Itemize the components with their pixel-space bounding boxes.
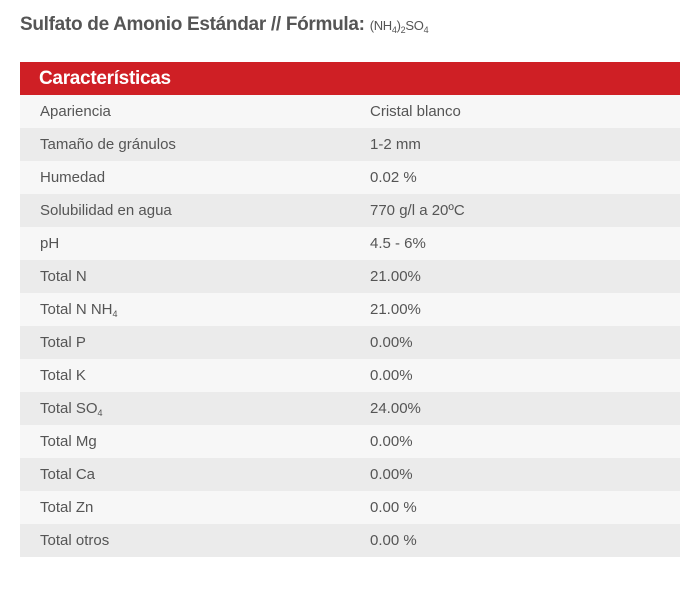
- formula-part: (NH: [369, 18, 392, 33]
- row-label-text: Humedad: [40, 169, 106, 186]
- table-heading: Características: [20, 62, 680, 95]
- row-label-text: Total otros: [40, 532, 110, 549]
- row-label-text: Total P: [40, 334, 86, 351]
- table-row: [20, 359, 680, 392]
- table-row: [20, 227, 680, 260]
- row-value: 770 g/l a 20ºC: [370, 202, 465, 219]
- row-label-text: Total Mg: [40, 433, 97, 450]
- page-title: [20, 14, 428, 36]
- row-label-sub: 4: [97, 408, 103, 418]
- row-label-text: Apariencia: [40, 103, 111, 120]
- formula: [370, 18, 429, 33]
- row-label-text: Total N: [40, 268, 87, 285]
- table-row: [20, 260, 680, 293]
- row-label: [40, 524, 109, 562]
- formula-sub: 4: [391, 25, 397, 35]
- table-row: [20, 95, 680, 128]
- table-row: [20, 293, 680, 326]
- row-value: 0.00 %: [370, 499, 417, 516]
- row-label-sub: 4: [112, 309, 118, 319]
- row-value: 21.00%: [370, 301, 421, 318]
- row-label-text: Total Zn: [40, 499, 94, 516]
- row-value: 0.02 %: [370, 169, 417, 186]
- table-row: [20, 524, 680, 557]
- row-label-text: Total SO: [40, 400, 98, 417]
- row-label-text: Total N NH: [40, 301, 113, 318]
- row-value: 0.00%: [370, 433, 413, 450]
- row-label-text: Total Ca: [40, 466, 96, 483]
- table-row: [20, 425, 680, 458]
- table-row: [20, 326, 680, 359]
- characteristics-table: [20, 62, 680, 557]
- table-body: [20, 95, 680, 557]
- row-value: 24.00%: [370, 400, 421, 417]
- formula-part: SO: [405, 18, 424, 33]
- table-row: [20, 491, 680, 524]
- formula-sub: 4: [423, 25, 429, 35]
- title-text: Sulfato de Amonio Estándar // Fórmula:: [20, 14, 365, 35]
- table-row: [20, 392, 680, 425]
- table-row: [20, 458, 680, 491]
- row-value: 0.00 %: [370, 532, 417, 549]
- row-value: 4.5 - 6%: [370, 235, 426, 252]
- row-label-text: Solubilidad en agua: [40, 202, 172, 219]
- row-value: 0.00%: [370, 334, 413, 351]
- row-value: 1-2 mm: [370, 136, 421, 153]
- row-value: 0.00%: [370, 367, 413, 384]
- row-label-text: Total K: [40, 367, 86, 384]
- table-row: [20, 161, 680, 194]
- table-row: [20, 128, 680, 161]
- formula-sub: 2: [400, 25, 406, 35]
- row-label-text: pH: [40, 235, 60, 252]
- row-label-text: Tamaño de gránulos: [40, 136, 176, 153]
- formula-part: ): [396, 18, 401, 33]
- table-row: [20, 194, 680, 227]
- row-value: 21.00%: [370, 268, 421, 285]
- row-value: 0.00%: [370, 466, 413, 483]
- row-value: Cristal blanco: [370, 103, 461, 120]
